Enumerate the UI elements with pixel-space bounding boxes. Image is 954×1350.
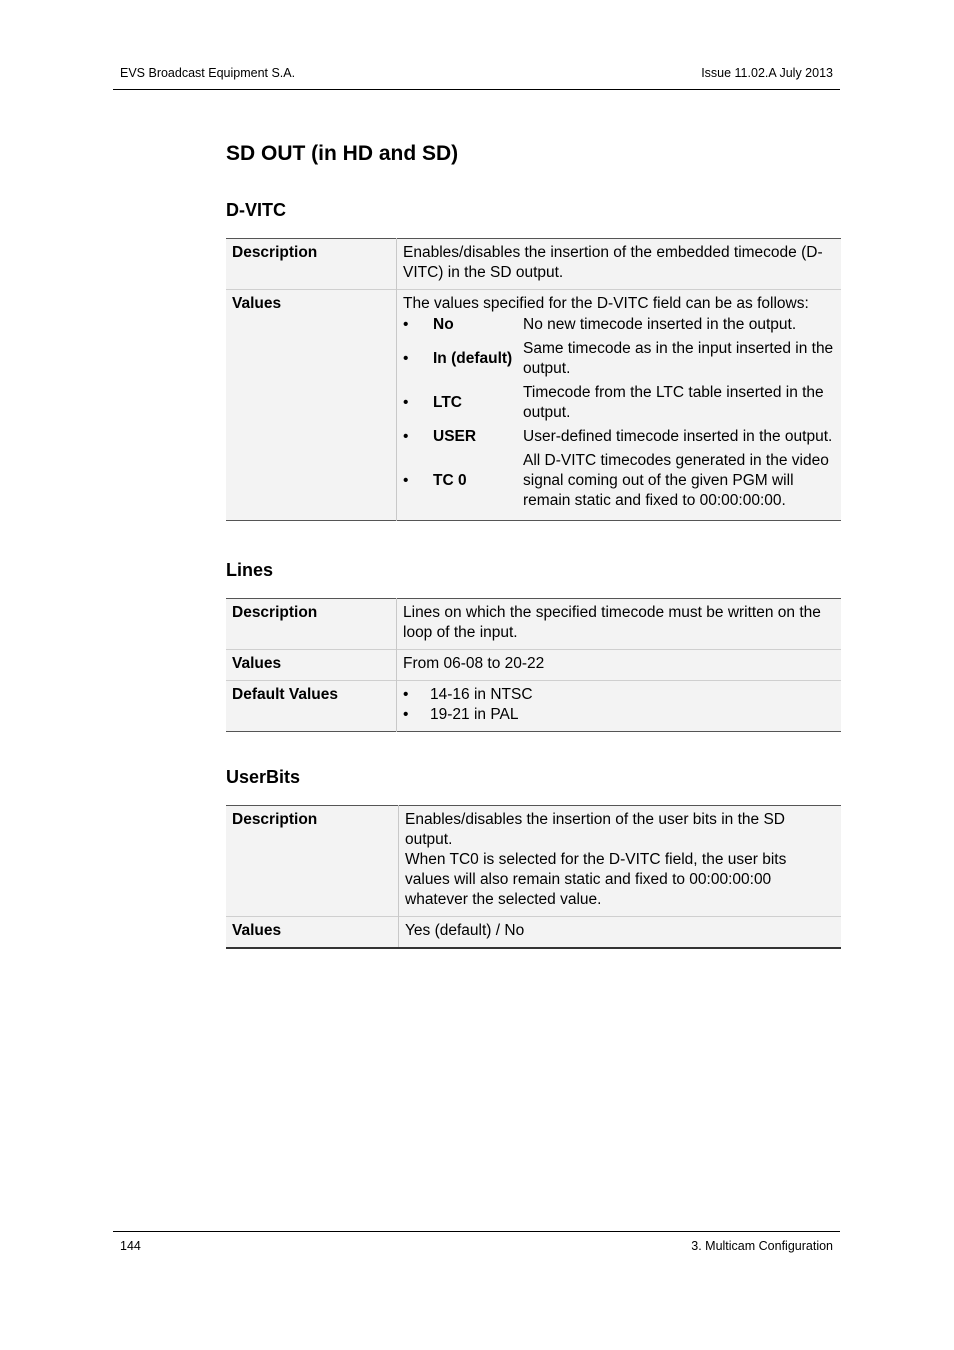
option-desc: Timecode from the LTC table inserted in the output. [523,384,824,421]
list-item [403,382,835,426]
row-label: Description [226,806,399,917]
row-value [399,806,842,917]
row-value: From 06-08 to 20-22 [397,650,842,681]
list-item [403,338,835,382]
option-name: LTC [433,394,462,411]
dvitc-table [226,238,841,521]
description-line-1: Enables/disables the insertion of the user bits in the SD output. [405,811,785,848]
page-title: SD OUT (in HD and SD) [226,142,459,165]
list-item [403,685,835,705]
option-desc: All D-VITC timecodes generated in the video signal coming out of the given PGM will remain static and fixed to 00:00:00:00. [523,452,829,509]
page-footer [113,1231,840,1255]
row-value: Enables/disables the insertion of the embedded timecode (D-VITC) in the SD output. [397,239,842,290]
table-row [226,290,841,521]
bullet: • [403,706,409,723]
userbits-table [226,805,841,949]
row-value [397,290,842,521]
list-item [403,705,835,725]
table-row [226,239,841,290]
row-label: Values [226,290,397,521]
row-value [397,681,842,732]
table-row [226,806,841,917]
row-label: Default Values [226,681,397,732]
description-line-2: When TC0 is selected for the D-VITC field, the user bits values will also remain static and fixed to 00:00:00:00 whatever the selected value. [405,851,787,908]
defaults-list [403,685,835,725]
bullet: • [403,428,409,445]
list-item [403,314,835,338]
table-row [226,681,841,732]
section-heading-dvitc: D-VITC [226,200,286,220]
bullet: • [403,350,409,367]
option-name: In (default) [433,350,513,367]
bullet: • [403,316,409,333]
option-list [403,314,835,514]
option-name: USER [433,428,477,445]
page-number: 144 [120,1239,141,1253]
default-value: 14-16 in NTSC [430,686,533,703]
row-label: Description [226,239,397,290]
bullet: • [403,472,409,489]
lines-table [226,598,841,732]
header-issue: Issue 11.02.A July 2013 [701,66,833,80]
option-desc: No new timecode inserted in the output. [523,316,797,333]
row-label: Values [226,650,397,681]
option-name: No [433,316,454,333]
table-row [226,917,841,949]
row-label: Description [226,599,397,650]
header-company: EVS Broadcast Equipment S.A. [120,66,296,80]
row-label: Values [226,917,399,949]
chapter-name: 3. Multicam Configuration [691,1239,833,1253]
list-item [403,450,835,514]
section-heading-lines: Lines [226,560,274,580]
section-heading-userbits: UserBits [226,767,301,787]
row-value: Yes (default) / No [399,917,842,949]
table-row [226,650,841,681]
option-name: TC 0 [433,472,467,489]
bullet: • [403,686,409,703]
table-row [226,599,841,650]
list-item [403,426,835,450]
page-header [113,66,840,90]
row-value: Lines on which the specified timecode must be written on the loop of the input. [397,599,842,650]
option-desc: Same timecode as in the input inserted in the output. [523,340,834,377]
values-intro: The values specified for the D-VITC field can be as follows: [403,295,809,312]
option-desc: User-defined timecode inserted in the output. [523,428,833,445]
bullet: • [403,394,409,411]
default-value: 19-21 in PAL [430,706,519,723]
